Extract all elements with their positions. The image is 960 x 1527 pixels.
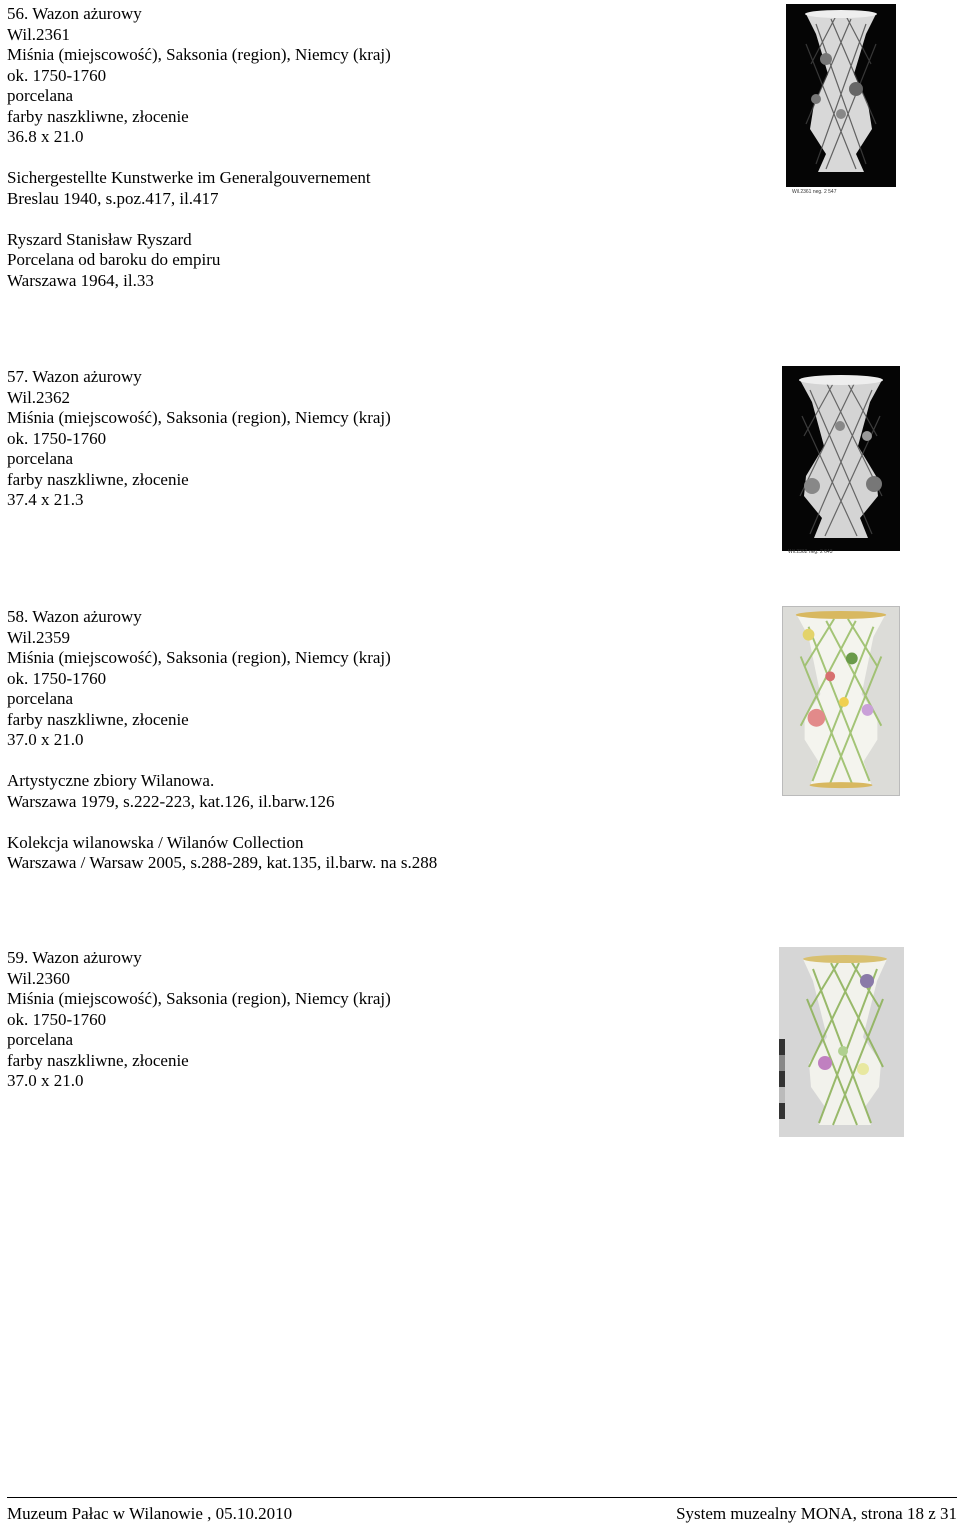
catalog-entry-58 — [7, 607, 767, 874]
entry-title: 57. Wazon ażurowy — [7, 367, 142, 386]
photo-caption: Wil.2361 neg. 2 547 — [792, 189, 837, 195]
vase-photo-bw — [782, 366, 900, 551]
reference-line: Ryszard Stanisław Ryszard — [7, 229, 192, 249]
place-of-origin: Miśnia (miejscowość), Saksonia (region), Niemcy (kraj) — [7, 648, 391, 667]
dating: ok. 1750-1760 — [7, 428, 107, 448]
page-footer — [7, 1497, 957, 1525]
vase-photo-bw — [786, 4, 896, 187]
footer-institution-date: Muzeum Pałac w Wilanowie , 05.10.2010 — [7, 1504, 293, 1523]
dating: ok. 1750-1760 — [7, 1009, 107, 1029]
place-of-origin: Miśnia (miejscowość), Saksonia (region), Niemcy (kraj) — [7, 408, 391, 427]
entry-title: 59. Wazon ażurowy — [7, 948, 142, 967]
reference-line: Porcelana od baroku do empiru — [7, 250, 221, 269]
photo-caption: Wil.2362 neg. 2 643 — [788, 549, 833, 555]
material: porcelana — [7, 449, 74, 468]
catalog-entry-59 — [7, 948, 767, 1092]
technique: farby naszkliwne, złocenie — [7, 106, 189, 126]
dimensions: 37.0 x 21.0 — [7, 730, 84, 749]
dimensions: 37.4 x 21.3 — [7, 490, 84, 509]
entry-title: 56. Wazon ażurowy — [7, 4, 142, 23]
material: porcelana — [7, 689, 74, 708]
inventory-number: Wil.2359 — [7, 627, 71, 647]
inventory-number: Wil.2362 — [7, 387, 71, 407]
catalog-entry-57 — [7, 367, 767, 511]
dimensions: 36.8 x 21.0 — [7, 127, 84, 146]
dimensions: 37.0 x 21.0 — [7, 1071, 84, 1090]
footer-page-info: System muzealny MONA, strona 18 z 31 — [676, 1504, 957, 1523]
reference-line: Warszawa / Warsaw 2005, s.288-289, kat.135, il.barw. na s.288 — [7, 853, 438, 872]
material: porcelana — [7, 86, 74, 105]
inventory-number: Wil.2361 — [7, 24, 71, 44]
reference-line: Breslau 1940, s.poz.417, il.417 — [7, 188, 219, 208]
dating: ok. 1750-1760 — [7, 65, 107, 85]
material: porcelana — [7, 1030, 74, 1049]
reference-line: Artystyczne zbiory Wilanowa. — [7, 771, 215, 790]
inventory-number: Wil.2360 — [7, 968, 71, 988]
technique: farby naszkliwne, złocenie — [7, 1050, 189, 1070]
reference-line: Sichergestellte Kunstwerke im Generalgouvernement — [7, 168, 371, 187]
dating: ok. 1750-1760 — [7, 668, 107, 688]
place-of-origin: Miśnia (miejscowość), Saksonia (region), Niemcy (kraj) — [7, 989, 391, 1008]
technique: farby naszkliwne, złocenie — [7, 709, 189, 729]
catalog-entry-56 — [7, 4, 767, 291]
vase-photo-color — [779, 947, 904, 1137]
vase-photo-color — [782, 606, 900, 796]
entry-title: 58. Wazon ażurowy — [7, 607, 142, 626]
place-of-origin: Miśnia (miejscowość), Saksonia (region), Niemcy (kraj) — [7, 45, 391, 64]
reference-line: Kolekcja wilanowska / Wilanów Collection — [7, 832, 304, 852]
technique: farby naszkliwne, złocenie — [7, 469, 189, 489]
reference-line: Warszawa 1979, s.222-223, kat.126, il.barw.126 — [7, 791, 335, 811]
reference-line: Warszawa 1964, il.33 — [7, 270, 154, 290]
